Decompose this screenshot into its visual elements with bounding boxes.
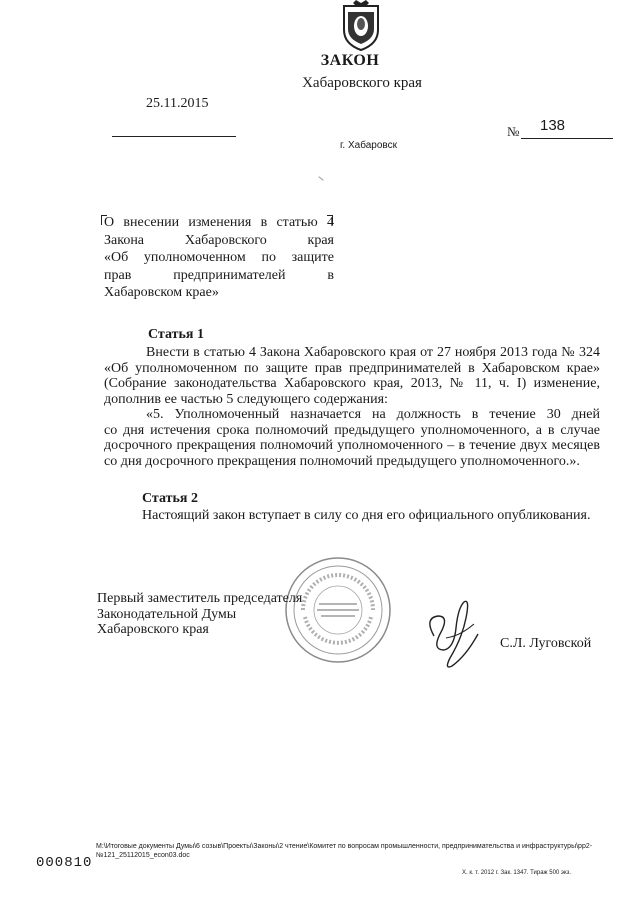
signer-position — [97, 591, 302, 638]
article-1-paragraph-2 — [104, 407, 600, 469]
signer-name: С.Л. Луговской — [500, 636, 592, 651]
document-number: 138 — [540, 117, 566, 134]
city-label: г. Хабаровск — [340, 140, 397, 151]
document-title: ЗАКОН — [320, 52, 380, 69]
signer-position-line: Первый заместитель председателя — [97, 591, 303, 606]
print-info: Х. к. т. 2012 г. Зак. 1347. Тираж 500 экз. — [462, 870, 572, 876]
coat-of-arms-emblem — [338, 0, 384, 52]
article-2-text: Настоящий закон вступает в силу со дня его официального опубликования. — [142, 508, 591, 523]
date-underline — [112, 136, 236, 137]
text-line: Внести в статью 4 Закона Хабаровского края от 27 ноября 2013 года № 324 — [146, 345, 600, 360]
article-1-title: Статья 1 — [148, 327, 204, 342]
scan-mark — [318, 176, 323, 181]
about-line: «Об уполномоченном по защите — [104, 250, 334, 265]
text-line: со дня истечения срока полномочий предыдущего уполномоченного, а в случае — [104, 422, 600, 438]
article-2-title: Статья 2 — [142, 491, 198, 506]
text-line: со дня досрочного прекращения полномочий предыдущего уполномоченного.». — [104, 453, 580, 469]
file-path-footer — [96, 842, 592, 860]
text-line: «5. Уполномоченный назначается на должность в течение 30 дней — [146, 407, 600, 422]
article-1-paragraph-1 — [104, 345, 600, 407]
text-line: «Об уполномоченном по защите прав предпринимателей в Хабаровском крае» — [104, 360, 600, 376]
file-path-line: M:\Итоговые документы Думы\6 созыв\Проекты\Законы\2 чтение\Комитет по вопросам промышленности, предпринимательства и инфраструктуры\pp2- — [96, 843, 593, 850]
document-subtitle: Хабаровского края — [302, 75, 422, 91]
text-line: дополнив ее частью 5 следующего содержания: — [104, 391, 388, 407]
about-block — [104, 214, 334, 302]
about-line: Закона Хабаровского края — [104, 232, 334, 248]
about-line: О внесении изменения в статью 4 — [104, 215, 334, 230]
signer-position-line: Хабаровского края — [97, 622, 209, 637]
registration-code: 000810 — [36, 855, 93, 871]
text-line: (Собрание законодательства Хабаровского края, 2013, № 11, ч. I) изменение, — [104, 376, 600, 391]
number-underline — [521, 138, 613, 139]
about-line: Хабаровском крае» — [104, 285, 219, 300]
handwritten-signature — [420, 598, 482, 672]
document-date: 25.11.2015 — [146, 96, 209, 111]
file-name-line: №121_25112015_econ03.doc — [96, 852, 190, 859]
text-line: досрочного прекращения полномочий уполномоченного – в течение двух месяцев — [104, 438, 600, 453]
signer-position-line: Законодательной Думы — [97, 606, 237, 622]
number-sign: № — [507, 124, 520, 139]
about-line: прав предпринимателей в — [104, 267, 334, 283]
